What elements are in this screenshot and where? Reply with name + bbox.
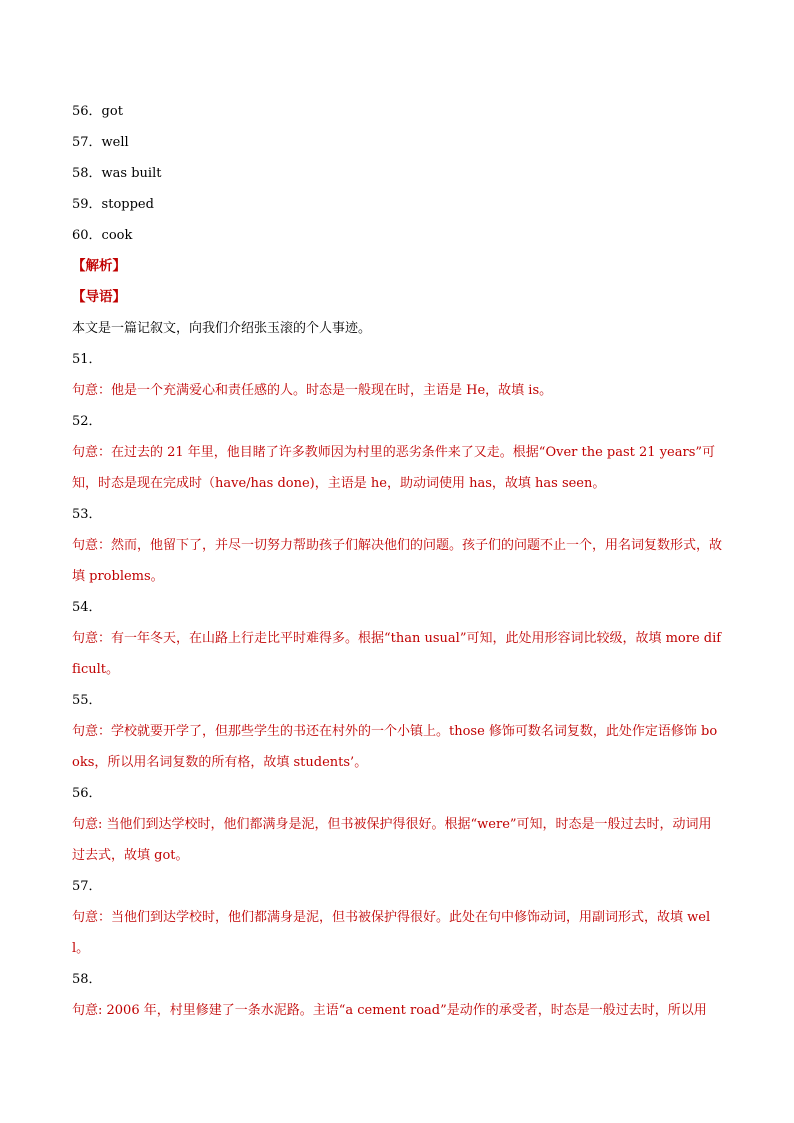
explanation-text: 句意: 2006 年，村里修建了一条水泥路。主语“a cement road”是动作的承受者，时态是一般过去时，所以用 [72, 1003, 707, 1018]
answer-value: stopped [101, 197, 154, 212]
question-number: 57． [72, 879, 102, 894]
answer-line [72, 189, 722, 220]
answer-value: was built [101, 166, 162, 181]
explanation-text: 句意：学校就要开学了，但那些学生的书还在村外的一个小镇上。those 修饰可数名词复数，此处作定语修饰 books，所以用名词复数的所有格，故填 students’。 [72, 724, 718, 770]
question-number: 55． [72, 693, 102, 708]
answer-number: 60． [72, 228, 102, 243]
explanation-text: 句意：他是一个充满爱心和责任感的人。时态是一般现在时，主语是 He，故填 is。 [72, 383, 553, 398]
question-number: 56． [72, 786, 102, 801]
answer-line [72, 96, 722, 127]
question-number: 58． [72, 972, 102, 987]
intro-text: 本文是一篇记叙文，向我们介绍张玉滚的个人事迹。 [72, 321, 372, 336]
answer-number: 58． [72, 166, 102, 181]
explanation-text: 句意：然而，他留下了，并尽一切努力帮助孩子们解决他们的问题。孩子们的问题不止一个，用名词复数形式，故填 problems。 [72, 538, 723, 584]
question-number: 54． [72, 600, 102, 615]
answer-value: got [101, 104, 123, 119]
section-jiexi: 【解析】 [72, 258, 126, 274]
explanation-text: 句意：有一年冬天，在山路上行走比平时难得多。根据“than usual”可知，此处用形容词比较级，故填 more difficult。 [72, 631, 722, 677]
question-number: 51． [72, 352, 102, 367]
answer-number: 57． [72, 135, 102, 150]
question-number: 52． [72, 414, 102, 429]
answer-value: cook [101, 228, 133, 243]
document-page [72, 96, 722, 1026]
answer-line [72, 220, 722, 251]
answer-value: well [101, 135, 129, 150]
answer-number: 59． [72, 197, 102, 212]
question-number: 53． [72, 507, 102, 522]
explanation-text: 句意：当他们到达学校时，他们都满身是泥，但书被保护得很好。此处在句中修饰动词，用副词形式，故填 well。 [72, 910, 711, 956]
explanation-text: 句意：在过去的 21 年里，他目睹了许多教师因为村里的恶劣条件来了又走。根据“Over the past 21 years”可知，时态是现在完成时（have/has done)，主语是 he，助动词使用 has，故填 has seen。 [72, 445, 716, 491]
answer-line [72, 158, 722, 189]
explanation-text: 句意: 当他们到达学校时，他们都满身是泥，但书被保护得很好。根据“were”可知，时态是一般过去时，动词用过去式，故填 got。 [72, 817, 712, 863]
section-daoyu: 【导语】 [72, 289, 126, 305]
answer-line [72, 127, 722, 158]
answer-number: 56． [72, 104, 102, 119]
